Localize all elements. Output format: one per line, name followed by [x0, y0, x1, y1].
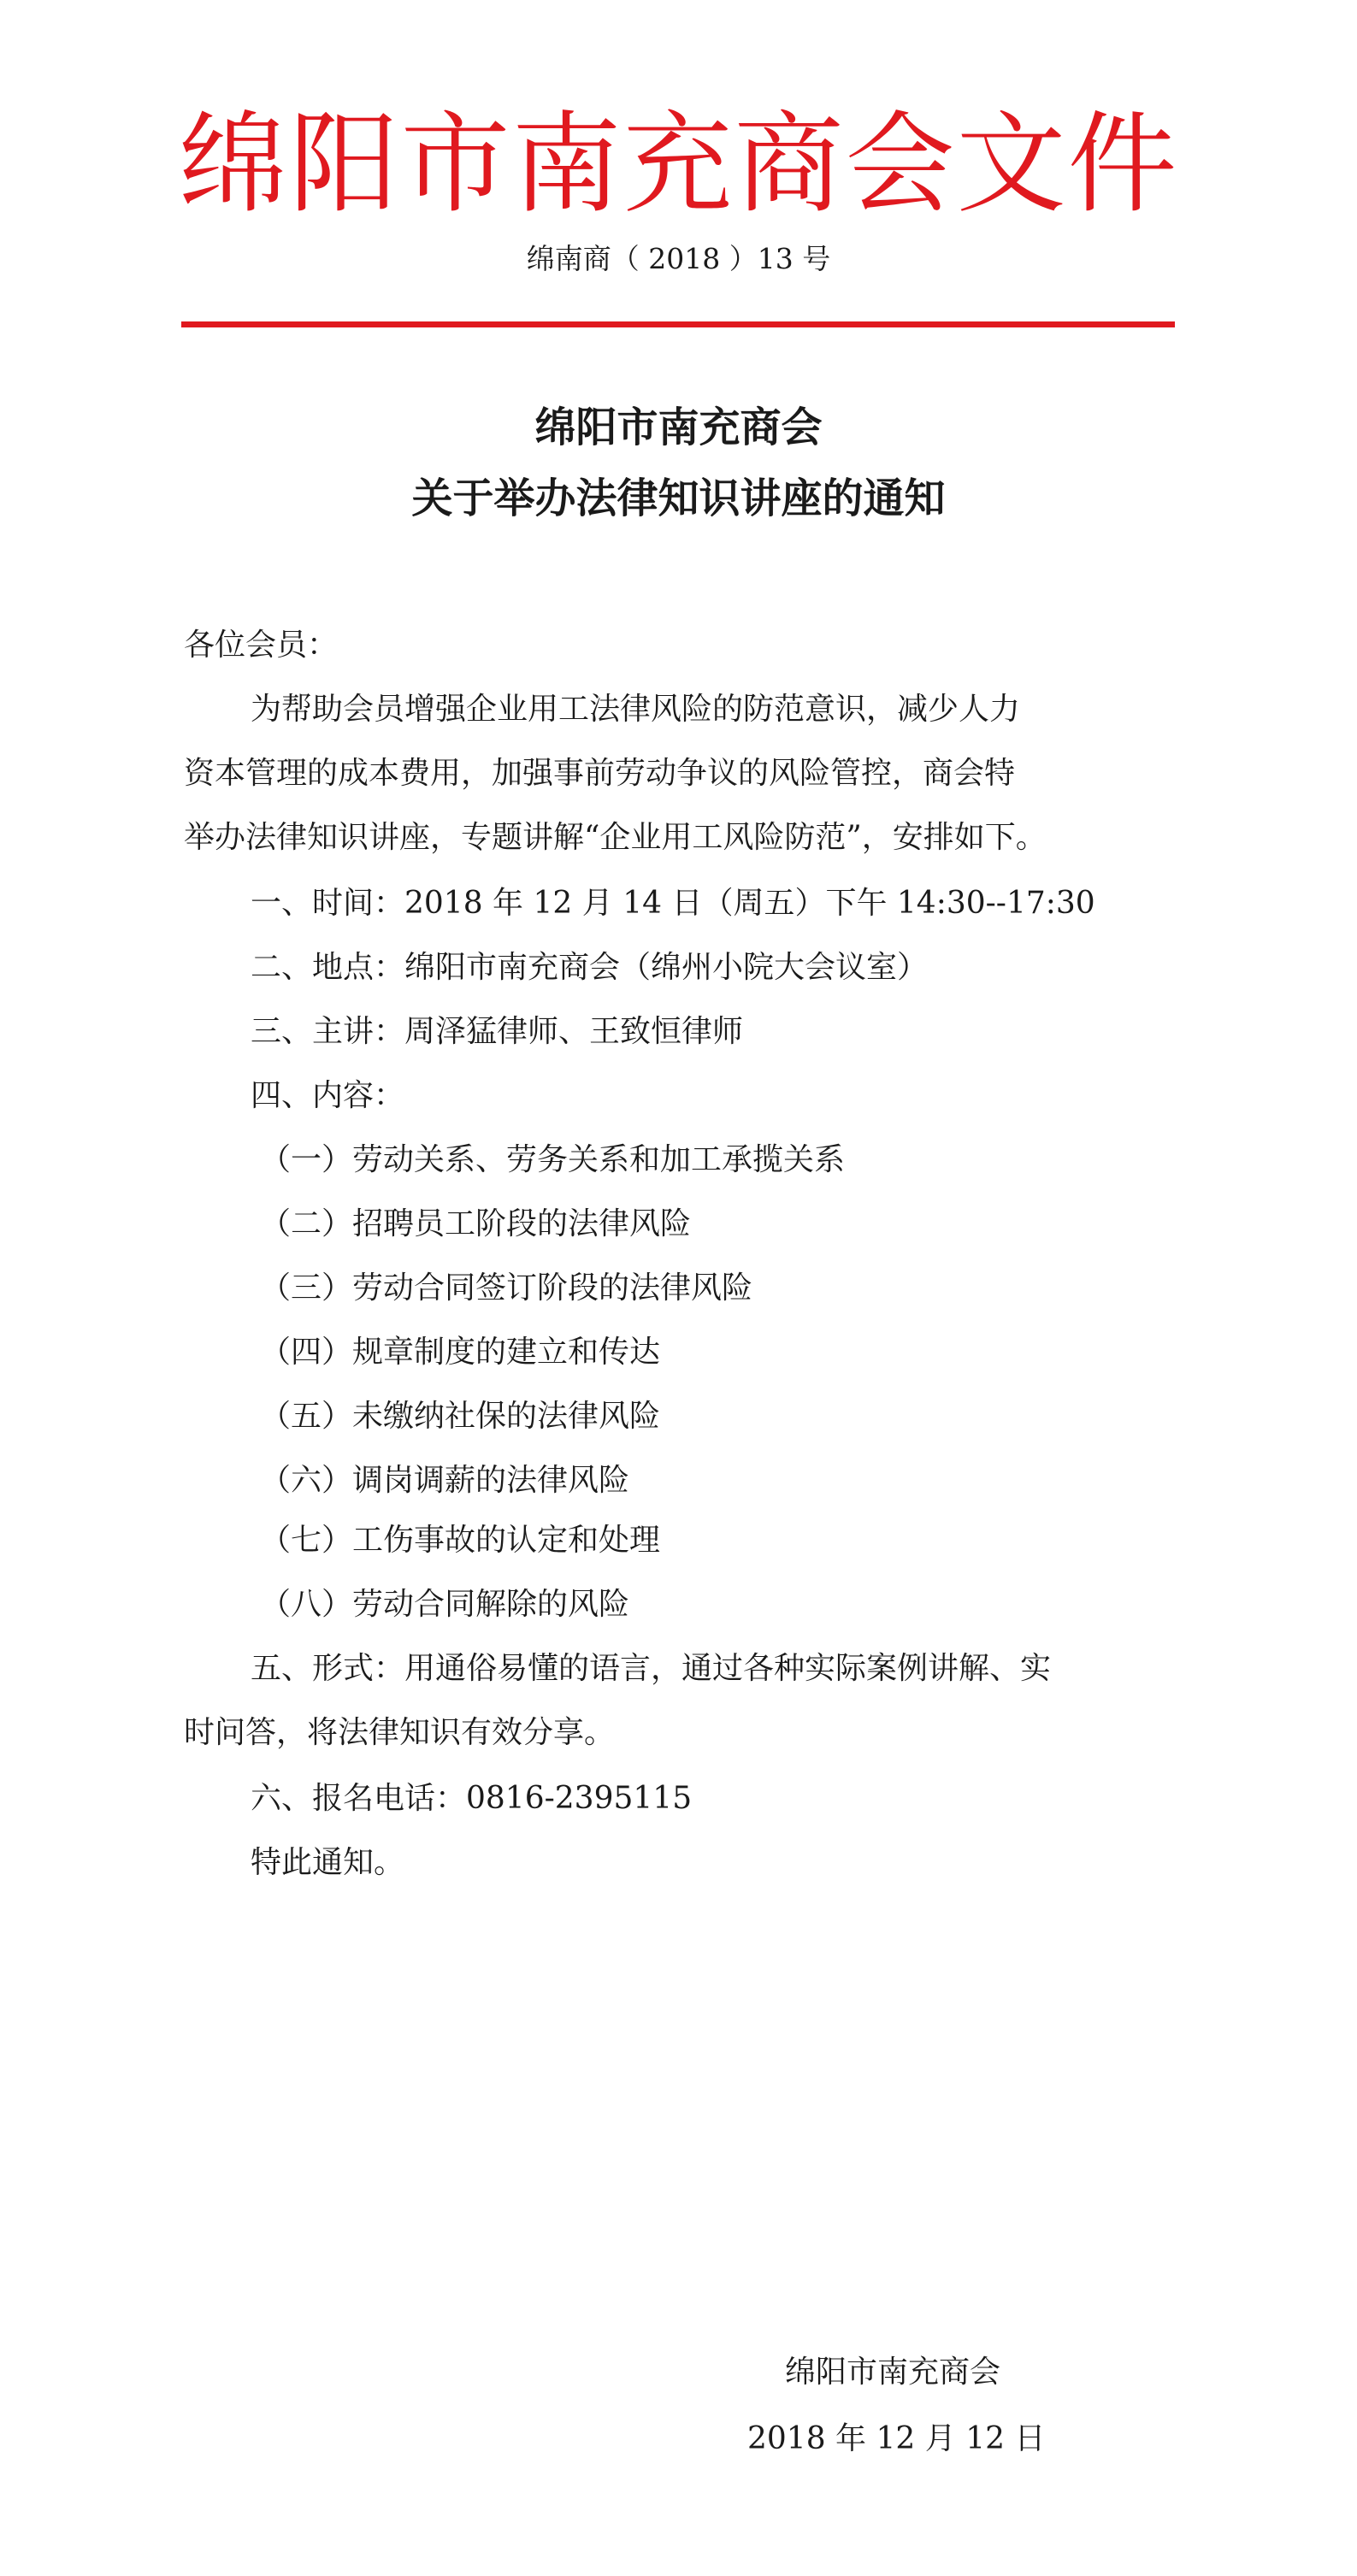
item-content-heading: 四、内容： — [251, 1078, 405, 1113]
document-number: 绵南商（ 2018 ）13 号 — [526, 242, 831, 275]
item-place: 二、地点：绵阳市南充商会（绵州小院大会议室） — [251, 950, 929, 985]
content-item: （三）劳动合同签订阶段的法律风险 — [260, 1270, 753, 1306]
content-item: （七）工伤事故的认定和处理 — [260, 1523, 661, 1558]
red-divider — [181, 321, 1175, 327]
item-time: 一、时间：2018 年 12 月 14 日（周五）下午 14:30--17:30 — [251, 886, 1095, 921]
document-header-title: 绵阳市南充商会文件 — [178, 101, 1179, 228]
content-item: （一）劳动关系、劳务关系和加工承揽关系 — [260, 1142, 846, 1177]
item-format-line-1: 五、形式：用通俗易懂的语言，通过各种实际案例讲解、实 — [251, 1651, 1052, 1686]
signature-organization: 绵阳市南充商会 — [785, 2355, 1001, 2390]
content-item: （八）劳动合同解除的风险 — [260, 1587, 630, 1622]
closing-line: 特此通知。 — [251, 1845, 405, 1880]
notice-title-line-1: 绵阳市南充商会 — [534, 404, 823, 451]
item-format-line-2: 时问答，将法律知识有效分享。 — [184, 1715, 616, 1750]
intro-paragraph-line-2: 资本管理的成本费用，加强事前劳动争议的风险管控，商会特 — [184, 756, 1016, 791]
intro-paragraph-line-3: 举办法律知识讲座，专题讲解“企业用工风险防范”，安排如下。 — [184, 820, 1047, 855]
content-item: （五）未缴纳社保的法律风险 — [260, 1399, 661, 1434]
item-speakers: 三、主讲：周泽猛律师、王致恒律师 — [251, 1014, 744, 1049]
intro-paragraph-line-1: 为帮助会员增强企业用工法律风险的防范意识，减少人力 — [251, 692, 1021, 727]
content-item: （四）规章制度的建立和传达 — [260, 1335, 661, 1370]
content-item: （六）调岗调薪的法律风险 — [260, 1463, 630, 1498]
salutation: 各位会员： — [184, 628, 339, 663]
signature-date: 2018 年 12 月 12 日 — [747, 2421, 1046, 2456]
content-item: （二）招聘员工阶段的法律风险 — [260, 1206, 692, 1241]
item-registration-phone: 六、报名电话：0816-2395115 — [251, 1781, 693, 1816]
notice-title-line-2: 关于举办法律知识讲座的通知 — [411, 475, 946, 522]
